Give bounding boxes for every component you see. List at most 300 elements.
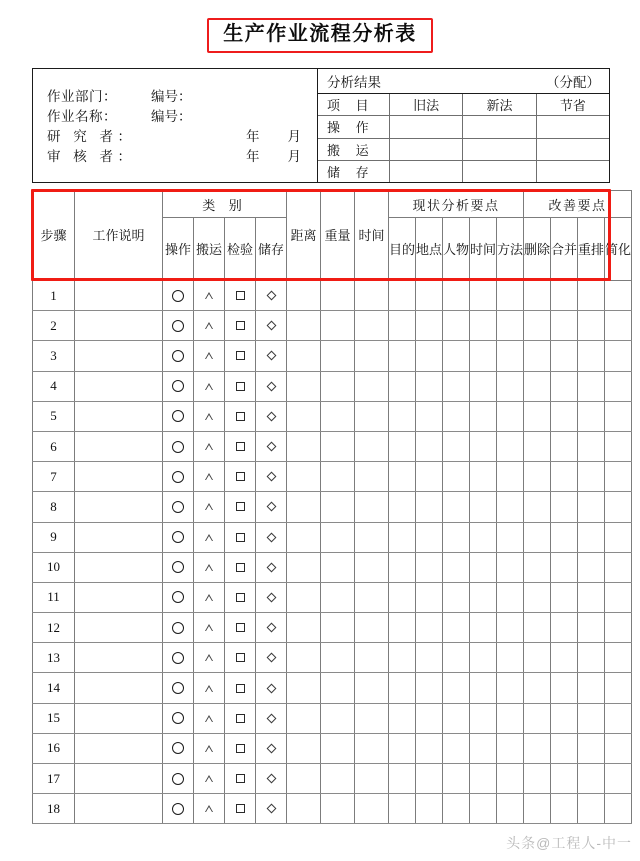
cell-transport[interactable] xyxy=(194,552,225,582)
cell-storage[interactable] xyxy=(256,794,287,824)
cell-weight[interactable] xyxy=(321,522,355,552)
cell-method[interactable] xyxy=(497,733,524,763)
cell-operation[interactable] xyxy=(163,341,194,371)
cell-work-description[interactable] xyxy=(75,703,163,733)
cell-transport[interactable] xyxy=(194,613,225,643)
cell-combine[interactable] xyxy=(551,311,578,341)
cell-rearrange[interactable] xyxy=(578,341,605,371)
cell-transport[interactable] xyxy=(194,341,225,371)
cell-rearrange[interactable] xyxy=(578,552,605,582)
cell-eliminate[interactable] xyxy=(524,401,551,431)
cell-eliminate[interactable] xyxy=(524,703,551,733)
cell-transport[interactable] xyxy=(194,431,225,461)
cell-inspection[interactable] xyxy=(225,703,256,733)
cell-when[interactable] xyxy=(470,733,497,763)
cell-location[interactable] xyxy=(416,492,443,522)
cell-person[interactable] xyxy=(443,522,470,552)
cell-when[interactable] xyxy=(470,462,497,492)
cell-when[interactable] xyxy=(470,281,497,311)
cell-location[interactable] xyxy=(416,643,443,673)
cell-when[interactable] xyxy=(470,522,497,552)
cell-distance[interactable] xyxy=(287,492,321,522)
cell-method[interactable] xyxy=(497,522,524,552)
cell-rearrange[interactable] xyxy=(578,401,605,431)
cell-inspection[interactable] xyxy=(225,371,256,401)
cell-person[interactable] xyxy=(443,281,470,311)
cell-simplify[interactable] xyxy=(605,522,632,552)
cell-transport[interactable] xyxy=(194,492,225,522)
cell-operation[interactable] xyxy=(163,401,194,431)
cell-combine[interactable] xyxy=(551,643,578,673)
cell-person[interactable] xyxy=(443,703,470,733)
cell-storage[interactable] xyxy=(256,703,287,733)
cell-eliminate[interactable] xyxy=(524,371,551,401)
cell-rearrange[interactable] xyxy=(578,522,605,552)
cell-operation[interactable] xyxy=(163,794,194,824)
cell-work-description[interactable] xyxy=(75,673,163,703)
cell-time[interactable] xyxy=(355,462,389,492)
cell-operation[interactable] xyxy=(163,764,194,794)
cell-weight[interactable] xyxy=(321,733,355,763)
cell-operation[interactable] xyxy=(163,582,194,612)
cell-distance[interactable] xyxy=(287,552,321,582)
cell-when[interactable] xyxy=(470,371,497,401)
cell-person[interactable] xyxy=(443,431,470,461)
cell-distance[interactable] xyxy=(287,673,321,703)
cell-transport[interactable] xyxy=(194,582,225,612)
cell-work-description[interactable] xyxy=(75,341,163,371)
cell-time[interactable] xyxy=(355,431,389,461)
cell-work-description[interactable] xyxy=(75,733,163,763)
cell-purpose[interactable] xyxy=(389,794,416,824)
cell-operation[interactable] xyxy=(163,522,194,552)
cell-weight[interactable] xyxy=(321,673,355,703)
cell-time[interactable] xyxy=(355,522,389,552)
cell-combine[interactable] xyxy=(551,401,578,431)
cell-method[interactable] xyxy=(497,673,524,703)
cell-operation[interactable] xyxy=(163,492,194,522)
cell-eliminate[interactable] xyxy=(524,522,551,552)
cell-simplify[interactable] xyxy=(605,552,632,582)
cell-simplify[interactable] xyxy=(605,733,632,763)
cell-storage[interactable] xyxy=(256,371,287,401)
cell-combine[interactable] xyxy=(551,582,578,612)
cell-transport[interactable] xyxy=(194,522,225,552)
cell-storage[interactable] xyxy=(256,341,287,371)
cell-purpose[interactable] xyxy=(389,341,416,371)
cell-weight[interactable] xyxy=(321,703,355,733)
cell-method[interactable] xyxy=(497,794,524,824)
cell-method[interactable] xyxy=(497,371,524,401)
cell-person[interactable] xyxy=(443,341,470,371)
cell-person[interactable] xyxy=(443,492,470,522)
cell-time[interactable] xyxy=(355,582,389,612)
cell-person[interactable] xyxy=(443,582,470,612)
cell-when[interactable] xyxy=(470,401,497,431)
cell-operation[interactable] xyxy=(163,431,194,461)
cell-storage[interactable] xyxy=(256,401,287,431)
cell-simplify[interactable] xyxy=(605,613,632,643)
cell-combine[interactable] xyxy=(551,341,578,371)
cell-simplify[interactable] xyxy=(605,341,632,371)
cell-rearrange[interactable] xyxy=(578,673,605,703)
cell-method[interactable] xyxy=(497,281,524,311)
cell-weight[interactable] xyxy=(321,281,355,311)
cell-inspection[interactable] xyxy=(225,492,256,522)
analysis-cell-old[interactable] xyxy=(390,116,463,137)
cell-inspection[interactable] xyxy=(225,673,256,703)
cell-transport[interactable] xyxy=(194,371,225,401)
cell-when[interactable] xyxy=(470,582,497,612)
cell-purpose[interactable] xyxy=(389,281,416,311)
cell-transport[interactable] xyxy=(194,401,225,431)
cell-transport[interactable] xyxy=(194,703,225,733)
cell-person[interactable] xyxy=(443,613,470,643)
cell-purpose[interactable] xyxy=(389,643,416,673)
cell-operation[interactable] xyxy=(163,733,194,763)
cell-simplify[interactable] xyxy=(605,401,632,431)
cell-weight[interactable] xyxy=(321,401,355,431)
cell-eliminate[interactable] xyxy=(524,462,551,492)
cell-person[interactable] xyxy=(443,462,470,492)
cell-combine[interactable] xyxy=(551,673,578,703)
cell-time[interactable] xyxy=(355,552,389,582)
cell-when[interactable] xyxy=(470,764,497,794)
cell-time[interactable] xyxy=(355,281,389,311)
cell-distance[interactable] xyxy=(287,703,321,733)
cell-time[interactable] xyxy=(355,492,389,522)
cell-method[interactable] xyxy=(497,462,524,492)
cell-rearrange[interactable] xyxy=(578,311,605,341)
cell-rearrange[interactable] xyxy=(578,613,605,643)
cell-storage[interactable] xyxy=(256,733,287,763)
cell-weight[interactable] xyxy=(321,552,355,582)
analysis-cell-old[interactable] xyxy=(390,161,463,182)
cell-person[interactable] xyxy=(443,371,470,401)
cell-operation[interactable] xyxy=(163,703,194,733)
cell-weight[interactable] xyxy=(321,613,355,643)
cell-inspection[interactable] xyxy=(225,794,256,824)
cell-location[interactable] xyxy=(416,462,443,492)
cell-when[interactable] xyxy=(470,492,497,522)
cell-work-description[interactable] xyxy=(75,492,163,522)
cell-work-description[interactable] xyxy=(75,552,163,582)
cell-location[interactable] xyxy=(416,794,443,824)
cell-location[interactable] xyxy=(416,371,443,401)
cell-location[interactable] xyxy=(416,673,443,703)
cell-person[interactable] xyxy=(443,764,470,794)
cell-distance[interactable] xyxy=(287,613,321,643)
cell-person[interactable] xyxy=(443,311,470,341)
cell-rearrange[interactable] xyxy=(578,733,605,763)
cell-person[interactable] xyxy=(443,794,470,824)
cell-inspection[interactable] xyxy=(225,431,256,461)
cell-work-description[interactable] xyxy=(75,522,163,552)
cell-work-description[interactable] xyxy=(75,613,163,643)
cell-operation[interactable] xyxy=(163,281,194,311)
cell-weight[interactable] xyxy=(321,794,355,824)
cell-combine[interactable] xyxy=(551,613,578,643)
cell-rearrange[interactable] xyxy=(578,431,605,461)
cell-weight[interactable] xyxy=(321,462,355,492)
cell-method[interactable] xyxy=(497,401,524,431)
cell-time[interactable] xyxy=(355,371,389,401)
cell-when[interactable] xyxy=(470,794,497,824)
cell-purpose[interactable] xyxy=(389,703,416,733)
cell-time[interactable] xyxy=(355,341,389,371)
cell-method[interactable] xyxy=(497,582,524,612)
cell-transport[interactable] xyxy=(194,764,225,794)
cell-work-description[interactable] xyxy=(75,281,163,311)
cell-work-description[interactable] xyxy=(75,643,163,673)
cell-purpose[interactable] xyxy=(389,371,416,401)
cell-eliminate[interactable] xyxy=(524,794,551,824)
cell-weight[interactable] xyxy=(321,582,355,612)
cell-combine[interactable] xyxy=(551,492,578,522)
cell-eliminate[interactable] xyxy=(524,341,551,371)
cell-inspection[interactable] xyxy=(225,522,256,552)
cell-when[interactable] xyxy=(470,552,497,582)
cell-time[interactable] xyxy=(355,673,389,703)
cell-weight[interactable] xyxy=(321,311,355,341)
cell-inspection[interactable] xyxy=(225,582,256,612)
cell-inspection[interactable] xyxy=(225,462,256,492)
cell-storage[interactable] xyxy=(256,552,287,582)
cell-simplify[interactable] xyxy=(605,703,632,733)
cell-method[interactable] xyxy=(497,431,524,461)
cell-purpose[interactable] xyxy=(389,552,416,582)
cell-eliminate[interactable] xyxy=(524,673,551,703)
cell-combine[interactable] xyxy=(551,522,578,552)
cell-operation[interactable] xyxy=(163,673,194,703)
cell-purpose[interactable] xyxy=(389,673,416,703)
analysis-cell-saved[interactable] xyxy=(537,139,609,160)
cell-inspection[interactable] xyxy=(225,733,256,763)
cell-location[interactable] xyxy=(416,401,443,431)
cell-work-description[interactable] xyxy=(75,401,163,431)
cell-storage[interactable] xyxy=(256,643,287,673)
cell-distance[interactable] xyxy=(287,341,321,371)
cell-storage[interactable] xyxy=(256,281,287,311)
cell-location[interactable] xyxy=(416,552,443,582)
cell-method[interactable] xyxy=(497,764,524,794)
cell-purpose[interactable] xyxy=(389,462,416,492)
cell-distance[interactable] xyxy=(287,643,321,673)
cell-transport[interactable] xyxy=(194,643,225,673)
analysis-cell-new[interactable] xyxy=(463,161,536,182)
cell-time[interactable] xyxy=(355,764,389,794)
cell-purpose[interactable] xyxy=(389,401,416,431)
cell-location[interactable] xyxy=(416,703,443,733)
cell-inspection[interactable] xyxy=(225,552,256,582)
cell-eliminate[interactable] xyxy=(524,552,551,582)
cell-rearrange[interactable] xyxy=(578,582,605,612)
cell-weight[interactable] xyxy=(321,492,355,522)
cell-distance[interactable] xyxy=(287,733,321,763)
cell-storage[interactable] xyxy=(256,582,287,612)
cell-storage[interactable] xyxy=(256,462,287,492)
cell-eliminate[interactable] xyxy=(524,431,551,461)
cell-when[interactable] xyxy=(470,311,497,341)
cell-rearrange[interactable] xyxy=(578,643,605,673)
cell-method[interactable] xyxy=(497,492,524,522)
cell-storage[interactable] xyxy=(256,522,287,552)
cell-simplify[interactable] xyxy=(605,371,632,401)
cell-location[interactable] xyxy=(416,582,443,612)
cell-inspection[interactable] xyxy=(225,311,256,341)
cell-when[interactable] xyxy=(470,643,497,673)
cell-time[interactable] xyxy=(355,613,389,643)
cell-time[interactable] xyxy=(355,733,389,763)
cell-location[interactable] xyxy=(416,733,443,763)
cell-purpose[interactable] xyxy=(389,764,416,794)
cell-eliminate[interactable] xyxy=(524,311,551,341)
cell-combine[interactable] xyxy=(551,552,578,582)
cell-purpose[interactable] xyxy=(389,733,416,763)
cell-weight[interactable] xyxy=(321,643,355,673)
cell-rearrange[interactable] xyxy=(578,462,605,492)
cell-time[interactable] xyxy=(355,311,389,341)
cell-transport[interactable] xyxy=(194,733,225,763)
cell-distance[interactable] xyxy=(287,431,321,461)
cell-person[interactable] xyxy=(443,673,470,703)
cell-method[interactable] xyxy=(497,311,524,341)
cell-purpose[interactable] xyxy=(389,431,416,461)
cell-work-description[interactable] xyxy=(75,311,163,341)
cell-inspection[interactable] xyxy=(225,613,256,643)
cell-distance[interactable] xyxy=(287,371,321,401)
cell-when[interactable] xyxy=(470,341,497,371)
cell-method[interactable] xyxy=(497,643,524,673)
cell-combine[interactable] xyxy=(551,764,578,794)
cell-rearrange[interactable] xyxy=(578,281,605,311)
cell-person[interactable] xyxy=(443,733,470,763)
cell-inspection[interactable] xyxy=(225,401,256,431)
cell-combine[interactable] xyxy=(551,462,578,492)
analysis-cell-new[interactable] xyxy=(463,116,536,137)
cell-simplify[interactable] xyxy=(605,794,632,824)
cell-transport[interactable] xyxy=(194,794,225,824)
cell-purpose[interactable] xyxy=(389,582,416,612)
cell-eliminate[interactable] xyxy=(524,582,551,612)
cell-work-description[interactable] xyxy=(75,764,163,794)
cell-distance[interactable] xyxy=(287,401,321,431)
cell-distance[interactable] xyxy=(287,462,321,492)
cell-eliminate[interactable] xyxy=(524,733,551,763)
cell-storage[interactable] xyxy=(256,492,287,522)
cell-transport[interactable] xyxy=(194,462,225,492)
cell-simplify[interactable] xyxy=(605,431,632,461)
cell-simplify[interactable] xyxy=(605,462,632,492)
cell-method[interactable] xyxy=(497,703,524,733)
cell-work-description[interactable] xyxy=(75,582,163,612)
cell-person[interactable] xyxy=(443,552,470,582)
cell-rearrange[interactable] xyxy=(578,703,605,733)
cell-simplify[interactable] xyxy=(605,643,632,673)
cell-location[interactable] xyxy=(416,431,443,461)
cell-purpose[interactable] xyxy=(389,613,416,643)
cell-location[interactable] xyxy=(416,764,443,794)
cell-rearrange[interactable] xyxy=(578,492,605,522)
cell-simplify[interactable] xyxy=(605,281,632,311)
cell-eliminate[interactable] xyxy=(524,613,551,643)
cell-when[interactable] xyxy=(470,431,497,461)
cell-time[interactable] xyxy=(355,794,389,824)
cell-storage[interactable] xyxy=(256,311,287,341)
cell-when[interactable] xyxy=(470,703,497,733)
cell-location[interactable] xyxy=(416,522,443,552)
cell-combine[interactable] xyxy=(551,371,578,401)
cell-distance[interactable] xyxy=(287,281,321,311)
cell-method[interactable] xyxy=(497,552,524,582)
cell-combine[interactable] xyxy=(551,733,578,763)
cell-person[interactable] xyxy=(443,401,470,431)
cell-when[interactable] xyxy=(470,673,497,703)
cell-work-description[interactable] xyxy=(75,431,163,461)
cell-time[interactable] xyxy=(355,703,389,733)
cell-operation[interactable] xyxy=(163,613,194,643)
cell-operation[interactable] xyxy=(163,371,194,401)
cell-location[interactable] xyxy=(416,613,443,643)
cell-combine[interactable] xyxy=(551,794,578,824)
cell-purpose[interactable] xyxy=(389,311,416,341)
cell-weight[interactable] xyxy=(321,764,355,794)
cell-simplify[interactable] xyxy=(605,492,632,522)
cell-inspection[interactable] xyxy=(225,764,256,794)
cell-person[interactable] xyxy=(443,643,470,673)
cell-work-description[interactable] xyxy=(75,371,163,401)
cell-distance[interactable] xyxy=(287,764,321,794)
analysis-cell-old[interactable] xyxy=(390,139,463,160)
cell-eliminate[interactable] xyxy=(524,492,551,522)
cell-inspection[interactable] xyxy=(225,341,256,371)
cell-storage[interactable] xyxy=(256,613,287,643)
cell-distance[interactable] xyxy=(287,522,321,552)
cell-purpose[interactable] xyxy=(389,492,416,522)
cell-inspection[interactable] xyxy=(225,643,256,673)
cell-eliminate[interactable] xyxy=(524,281,551,311)
analysis-cell-saved[interactable] xyxy=(537,161,609,182)
cell-inspection[interactable] xyxy=(225,281,256,311)
cell-transport[interactable] xyxy=(194,281,225,311)
cell-weight[interactable] xyxy=(321,341,355,371)
cell-transport[interactable] xyxy=(194,311,225,341)
cell-purpose[interactable] xyxy=(389,522,416,552)
cell-when[interactable] xyxy=(470,613,497,643)
cell-work-description[interactable] xyxy=(75,794,163,824)
cell-eliminate[interactable] xyxy=(524,643,551,673)
cell-rearrange[interactable] xyxy=(578,794,605,824)
cell-time[interactable] xyxy=(355,401,389,431)
cell-simplify[interactable] xyxy=(605,582,632,612)
cell-combine[interactable] xyxy=(551,703,578,733)
cell-distance[interactable] xyxy=(287,794,321,824)
cell-transport[interactable] xyxy=(194,673,225,703)
cell-location[interactable] xyxy=(416,281,443,311)
cell-storage[interactable] xyxy=(256,431,287,461)
analysis-cell-saved[interactable] xyxy=(537,116,609,137)
cell-storage[interactable] xyxy=(256,673,287,703)
cell-operation[interactable] xyxy=(163,643,194,673)
cell-distance[interactable] xyxy=(287,311,321,341)
cell-simplify[interactable] xyxy=(605,764,632,794)
cell-simplify[interactable] xyxy=(605,311,632,341)
cell-combine[interactable] xyxy=(551,281,578,311)
cell-operation[interactable] xyxy=(163,462,194,492)
cell-storage[interactable] xyxy=(256,764,287,794)
cell-method[interactable] xyxy=(497,341,524,371)
cell-weight[interactable] xyxy=(321,371,355,401)
